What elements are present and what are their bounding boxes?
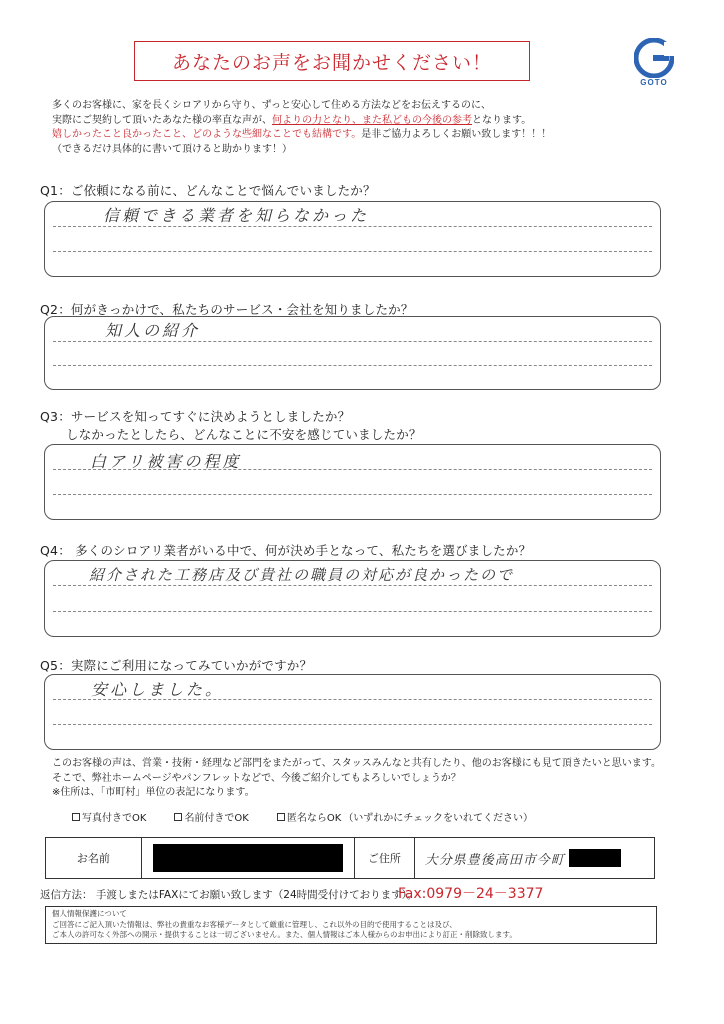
question-4-answer-box[interactable] bbox=[44, 560, 661, 637]
question-1-answer-box[interactable] bbox=[44, 201, 661, 277]
return-method: 返信方法： 手渡しまたはFAXにてお願い致します（24時間受付けております）。 bbox=[40, 889, 418, 901]
footer-line-1: このお客様の声は、営業・技術・経理など部門をまたがって、スタッスみんなと共有したり、他のお客様にも見て頂きたいと思います。 bbox=[52, 758, 661, 769]
intro-line-2: 実際にご契約して頂いたあなた様の率直な声が、何よりの力となり、また私どもの今後の参考となります。 bbox=[52, 114, 532, 126]
question-5-label: Q5：実際にご利用になってみていかがですか？ bbox=[40, 658, 313, 673]
question-5-answer: 安心しました。 bbox=[91, 680, 225, 699]
question-5-answer-box[interactable] bbox=[44, 674, 661, 750]
address-redaction bbox=[569, 849, 621, 867]
fax-number: Fax:0979－24－3377 bbox=[398, 886, 544, 902]
question-1-label: Q1：ご依頼になる前に、どんなことで悩んでいましたか？ bbox=[40, 183, 376, 198]
intro-line-1: 多くのお客様に、家を長くシロアリから守り、ずっと安心して住める方法などをお伝えするのに、 bbox=[52, 100, 491, 111]
question-3-answer-box[interactable] bbox=[44, 444, 661, 520]
privacy-notice bbox=[45, 906, 657, 944]
checkbox-icon[interactable] bbox=[174, 813, 182, 821]
goto-logo-icon bbox=[634, 38, 674, 78]
logo-text: GOTO bbox=[640, 78, 668, 87]
goto-logo bbox=[632, 38, 676, 90]
footer-text bbox=[52, 757, 702, 801]
intro-text bbox=[52, 99, 692, 157]
checkbox-icon[interactable] bbox=[72, 813, 80, 821]
page-title: あなたのお声をお聞かせください！ bbox=[134, 41, 530, 81]
address-value: 大分県豊後高田市今町 bbox=[424, 852, 565, 868]
question-3-label: Q3：サービスを知ってすぐに決めようとしましたか？ bbox=[40, 409, 351, 424]
check-name-ok[interactable]: 名前付きでOK bbox=[174, 809, 248, 824]
check-anonymous-ok[interactable]: 匿名ならOK （いずれかにチェックをいれてください） bbox=[277, 809, 533, 824]
customer-info-table bbox=[45, 837, 655, 879]
checkbox-icon[interactable] bbox=[277, 813, 285, 821]
name-redaction bbox=[153, 844, 343, 872]
footer-line-2: そこで、弊社ホームページやパンフレットなどで、今後ご紹介してもよろしいでしょうか？ bbox=[52, 772, 461, 784]
question-2-label: Q2：何がきっかけで、私たちのサービス・会社を知りましたか？ bbox=[40, 302, 414, 317]
question-2-answer: 知人の紹介 bbox=[105, 321, 201, 340]
check-photo-ok[interactable]: 写真付きでOK bbox=[72, 809, 146, 824]
question-2-answer-box[interactable] bbox=[44, 316, 661, 390]
privacy-title: 個人情報保護について bbox=[52, 909, 127, 918]
privacy-line-2: ご本人の許可なく外部への開示・提供することは一切ございません。また、個人情報はご本人様からのお申出により訂正・削除致します。 bbox=[52, 930, 517, 939]
name-field[interactable] bbox=[142, 838, 355, 878]
privacy-line-1: ご回答にご記入頂いた情報は、弊社の貴重なお客様データとして厳重に管理し、これ以外の目的で使用することは及び、 bbox=[52, 919, 457, 929]
intro-line-3: 嬉しかったこと良かったこと、どのような些細なことでも結構です。是非ご協力よろしくお願い致します！！！ bbox=[52, 129, 552, 140]
question-1-answer: 信頼できる業者を知らなかった bbox=[103, 206, 370, 225]
question-4-answer: 紹介された工務店及び貴社の職員の対応が良かったので bbox=[89, 566, 515, 584]
question-3-label-2: しなかったとしたら、どんなことに不安を感じていましたか？ bbox=[66, 427, 422, 442]
question-4-label: Q4： 多くのシロアリ業者がいる中で、何が決め手となって、私たちを選びましたか？ bbox=[40, 543, 532, 558]
permission-checks bbox=[72, 809, 533, 824]
footer-line-3: ※住所は、「市町村」単位の表記になります。 bbox=[52, 787, 255, 798]
address-label: ご住所 bbox=[355, 838, 415, 878]
question-3-answer: 白アリ被害の程度 bbox=[90, 452, 242, 471]
intro-line-4: （できるだけ具体的に書いて頂けると助かります！） bbox=[52, 143, 292, 155]
address-field[interactable] bbox=[415, 838, 654, 878]
name-label: お名前 bbox=[46, 838, 142, 878]
